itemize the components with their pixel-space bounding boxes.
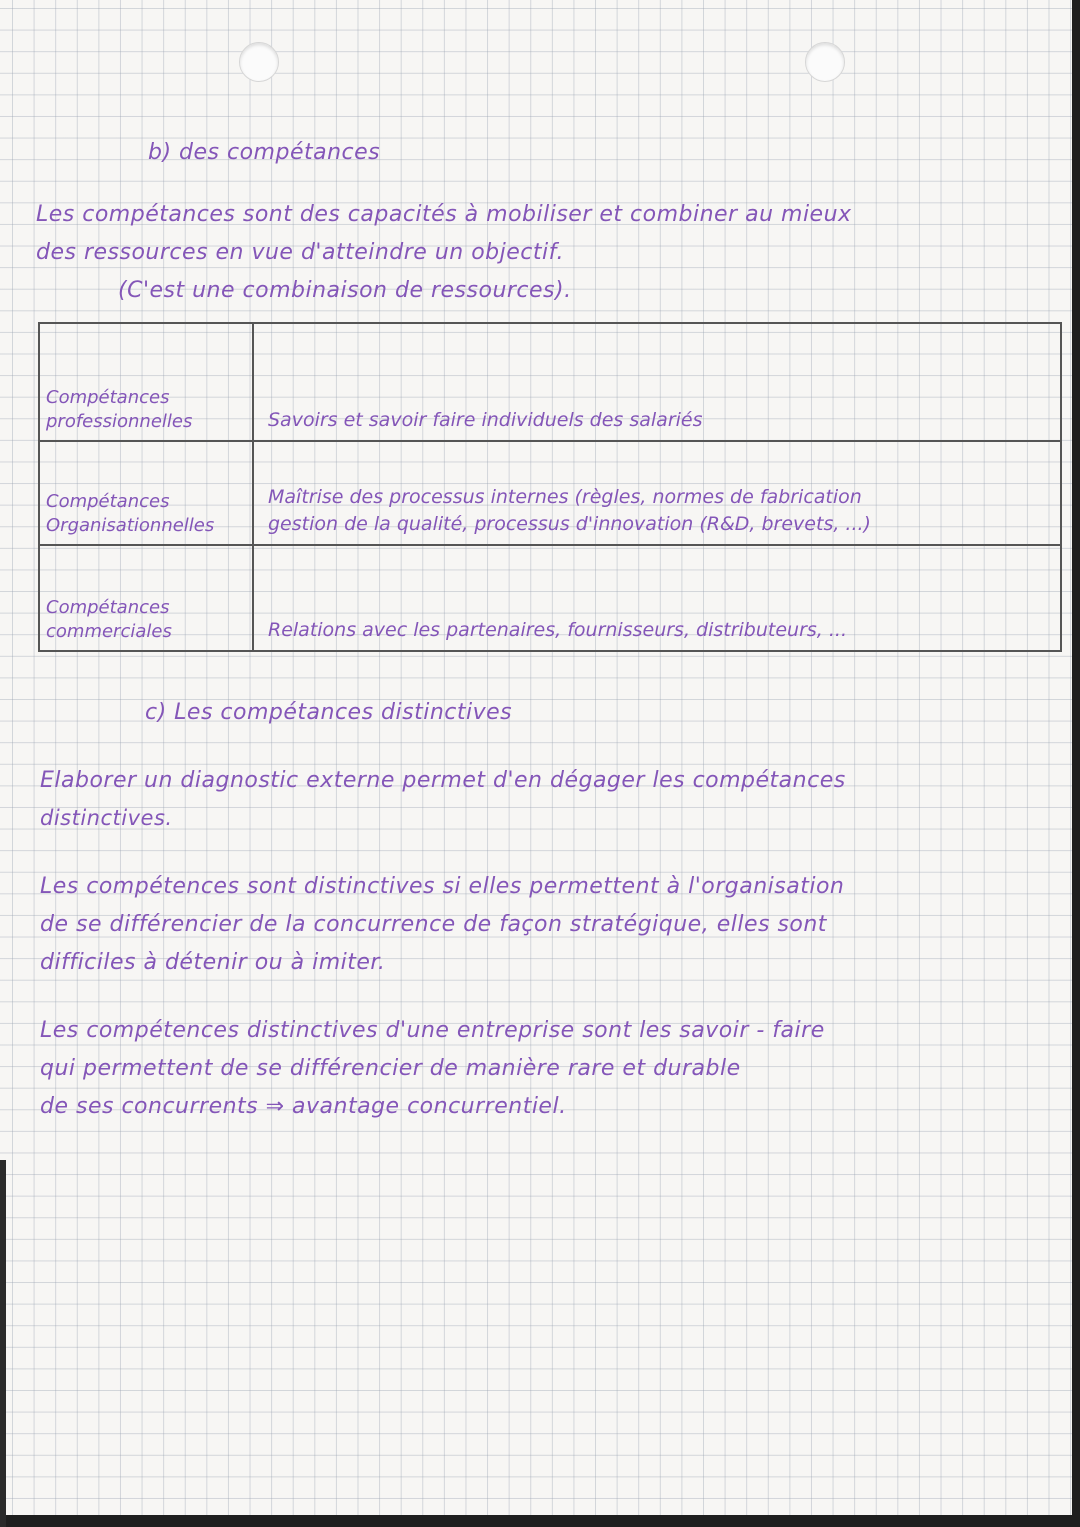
punch-hole-left: [239, 42, 279, 82]
definition-line-1: Les compétances sont des capacités à mobiliser et combiner au mieux: [36, 202, 852, 227]
row-label-professional: Compétances professionnelles: [39, 323, 253, 441]
row-desc-organisational-line-2: gestion de la qualité, processus d'innovation (R&D, brevets, ...): [268, 513, 871, 535]
paragraph-1-line-1: Elaborer un diagnostic externe permet d'en dégager les compétances: [40, 768, 846, 793]
row-desc-organisational: [253, 441, 1061, 545]
table-row: [39, 323, 1061, 441]
page-edge-shadow-right: [1072, 0, 1080, 1527]
paragraph-2-line-2: de se différencier de la concurrence de façon stratégique, elles sont: [40, 912, 827, 937]
row-desc-organisational-line-1: Maîtrise des processus internes (règles, normes de fabrication: [268, 486, 862, 508]
definition-note: (C'est une combinaison de ressources).: [118, 278, 572, 303]
section-c-heading: c) Les compétances distinctives: [145, 700, 513, 725]
page-edge-shadow-left: [0, 1160, 6, 1527]
definition-line-2: des ressources en vue d'atteindre un objectif.: [36, 240, 564, 265]
table-row: [39, 441, 1061, 545]
page-edge-shadow-bottom: [0, 1515, 1080, 1527]
paragraph-1-line-2: distinctives.: [40, 806, 173, 830]
row-label-organisational: Compétances Organisationnelles: [39, 441, 253, 545]
row-desc-commercial: Relations avec les partenaires, fournisseurs, distributeurs, ...: [253, 545, 1061, 651]
paragraph-3-line-3: de ses concurrents ⇒ avantage concurrentiel.: [40, 1094, 567, 1119]
row-label-commercial: Compétances commerciales: [39, 545, 253, 651]
paragraph-2-line-1: Les compétences sont distinctives si elles permettent à l'organisation: [40, 874, 845, 899]
row-desc-professional: Savoirs et savoir faire individuels des salariés: [253, 323, 1061, 441]
competences-table: [38, 322, 1062, 652]
paragraph-2-line-3: difficiles à détenir ou à imiter.: [40, 950, 386, 975]
table-row: [39, 545, 1061, 651]
paragraph-3-line-1: Les compétences distinctives d'une entreprise sont les savoir - faire: [40, 1018, 825, 1043]
punch-hole-right: [805, 42, 845, 82]
paragraph-3-line-2: qui permettent de se différencier de manière rare et durable: [40, 1056, 741, 1081]
section-b-heading: b) des compétances: [148, 140, 381, 165]
